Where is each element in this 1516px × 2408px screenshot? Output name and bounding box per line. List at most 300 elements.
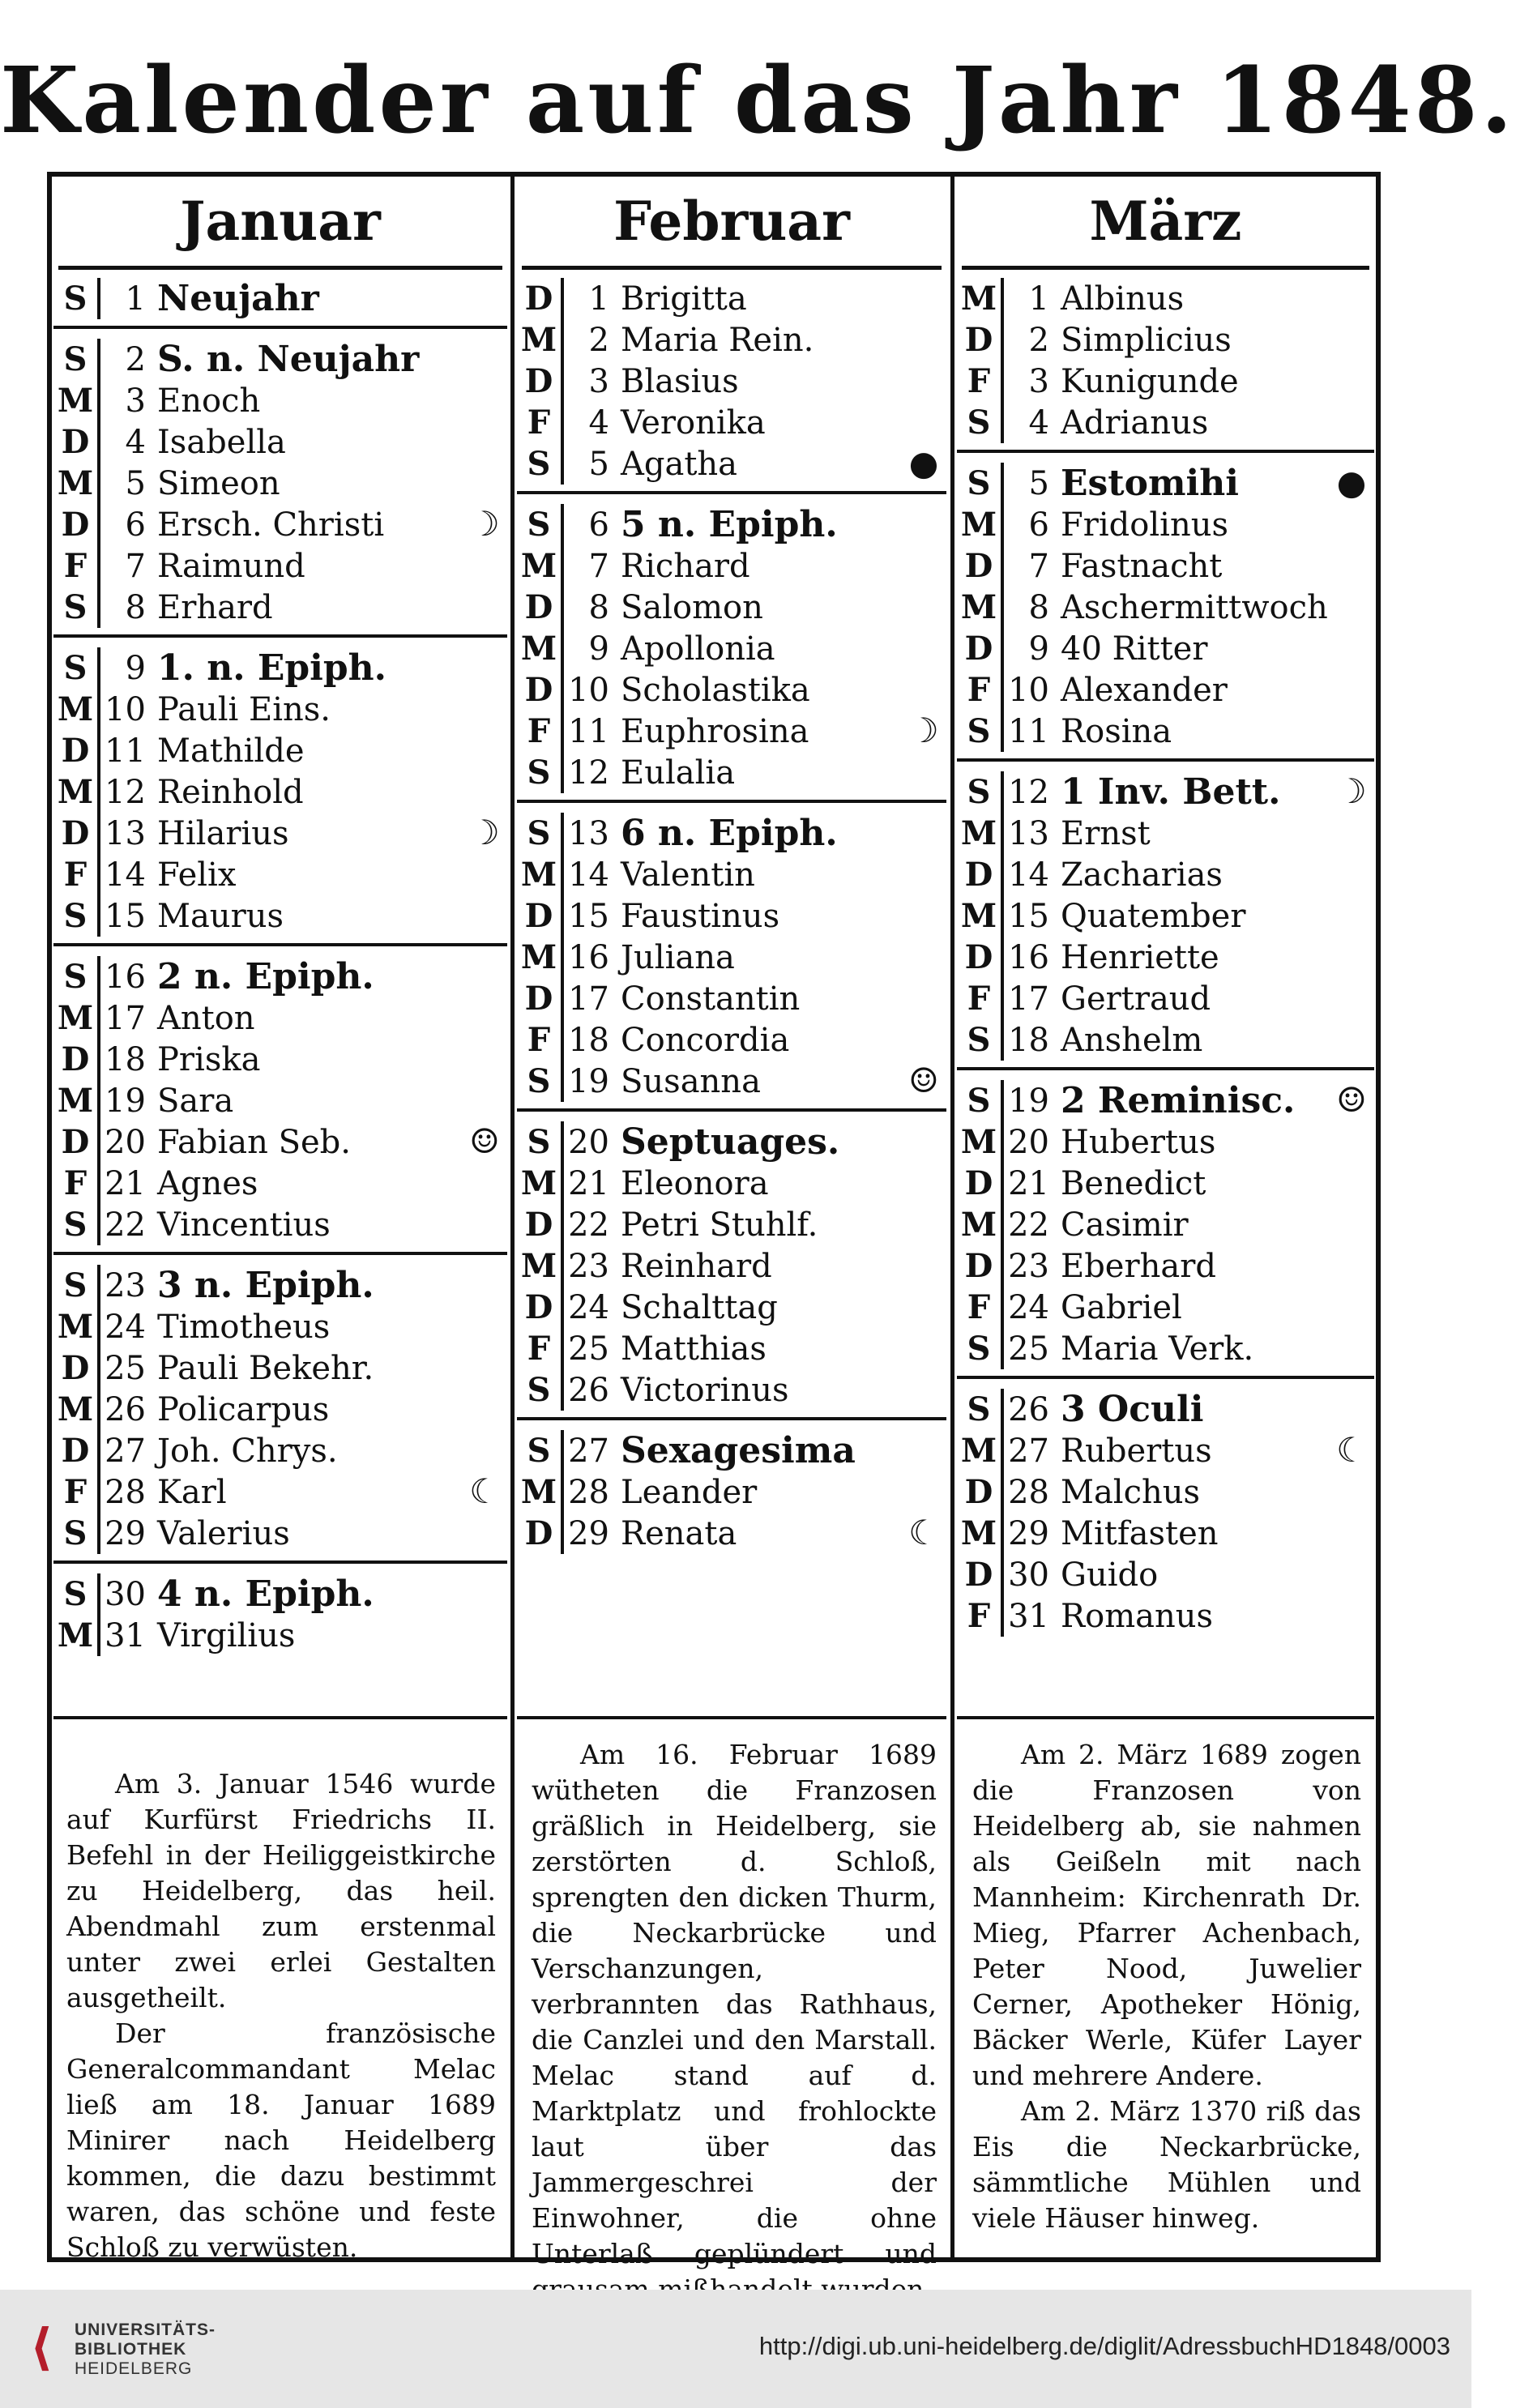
day-row [517,669,946,711]
day-number: 15 [105,897,146,935]
day-number: 19 [105,1082,146,1120]
weekday-letter: F [517,402,564,443]
day-number: 2 [125,340,146,378]
saint-name: 2 n. Epiph. [157,956,374,997]
saint-name: Fridolinus [1061,506,1228,544]
saint-name: Ersch. Christi [157,506,385,544]
saint-name: 40 Ritter [1061,630,1208,668]
weekday-letter: M [517,854,564,895]
day-row [957,361,1374,402]
weekday-letter: M [53,1615,100,1656]
day-row [517,278,946,319]
weekday-letter: D [517,669,564,711]
saint-name: Benedict [1061,1164,1206,1202]
day-number: 27 [568,1432,609,1470]
day-row [517,1430,946,1471]
day-row [53,1615,507,1656]
saint-name: Euphrosina [621,712,809,750]
day-number: 21 [1008,1164,1049,1202]
weekday-letter: S [517,752,564,793]
weekday-letter: D [53,730,100,771]
weekday-letter: D [53,1347,100,1389]
day-number: 2 [588,321,609,359]
day-row [53,1265,507,1306]
day-number: 21 [105,1164,146,1202]
saint-name: Raimund [157,547,305,585]
day-row [517,813,946,854]
moon-phase-icon: ☺ [908,1061,939,1100]
day-number: 8 [125,588,146,626]
saint-name: Vincentius [157,1206,331,1244]
weekday-letter: F [957,1287,1004,1328]
day-number: 5 [125,464,146,502]
weekday-letter: M [53,997,100,1039]
saint-name: Eberhard [1061,1247,1216,1285]
week-block [957,463,1374,762]
day-number: 31 [1008,1597,1049,1635]
day-number: 14 [568,856,609,894]
saint-name: Felix [157,856,237,894]
moon-phase-icon: ☽ [908,711,939,750]
day-row [517,1245,946,1287]
weekday-letter: D [53,1121,100,1163]
day-number: 12 [568,754,609,792]
day-number: 6 [1028,506,1049,544]
notes-divider [517,1716,946,1719]
moon-phase-icon: ☺ [1336,1080,1367,1120]
saint-name: S. n. Neujahr [157,339,420,380]
day-row [53,587,507,628]
day-row [53,421,507,463]
day-number: 28 [1008,1473,1049,1511]
day-row [53,380,507,421]
saint-name: Alexander [1061,671,1228,709]
saint-name: Joh. Chrys. [157,1432,338,1470]
saint-name: Eleonora [621,1164,769,1202]
weekday-letter: S [517,1430,564,1471]
month-name: Februar [613,190,850,253]
day-row [53,1471,507,1513]
day-row [957,711,1374,752]
weekday-letter: D [957,1471,1004,1513]
day-number: 9 [125,649,146,687]
day-number: 12 [105,773,146,811]
weekday-letter: D [517,895,564,937]
day-number: 13 [568,814,609,852]
day-row [957,1019,1374,1061]
weekday-letter: M [957,1513,1004,1554]
day-row [53,689,507,730]
saint-name: Kunigunde [1061,362,1239,400]
day-row [957,1389,1374,1430]
weekday-letter: S [957,402,1004,443]
weekday-letter: S [957,1328,1004,1369]
day-row [517,443,946,485]
saint-name: Albinus [1061,280,1185,318]
weekday-letter: M [517,1471,564,1513]
library-footer [0,2290,1471,2408]
saint-name: Simeon [157,464,280,502]
day-number: 10 [105,690,146,728]
day-number: 4 [1028,403,1049,442]
weekday-letter: D [53,421,100,463]
day-number: 7 [125,547,146,585]
day-row [957,1471,1374,1513]
weekday-letter: D [517,278,564,319]
note-paragraph: Am 2. März 1689 zogen die Franzosen von Heidelberg ab, sie nahmen als Geißeln mit nach Mannheim: Kirchenrath Dr. Mieg, Pfarrer Achenbach, Peter Nood, Juwelier Cerner, Apotheker Hönig, Bäcker Werle, Küfer Layer und mehrere Andere. [972,1739,1361,2091]
weekday-letter: S [53,1513,100,1554]
weekday-letter: S [957,463,1004,504]
saint-name: Reinhard [621,1247,772,1285]
day-number: 3 [588,362,609,400]
day-number: 24 [568,1288,609,1326]
weekday-letter: M [53,1306,100,1347]
weekday-letter: M [517,545,564,587]
week-block [957,1080,1374,1379]
day-row [957,628,1374,669]
weekday-letter: S [517,1121,564,1163]
saint-name: Romanus [1061,1597,1214,1635]
day-number: 2 [1028,321,1049,359]
saint-name: Mitfasten [1061,1514,1219,1552]
saint-name: Reinhold [157,773,304,811]
day-number: 1 [588,280,609,318]
weekday-letter: F [517,1019,564,1061]
day-number: 22 [105,1206,146,1244]
page-title: Kalender auf das Jahr 1848. [0,48,1516,154]
saint-name: Renata [621,1514,737,1552]
day-number: 30 [105,1575,146,1613]
saint-name: Ernst [1061,814,1151,852]
saint-name: Pauli Bekehr. [157,1349,374,1387]
historical-note-februar [532,1737,937,2269]
day-number: 13 [105,814,146,852]
weekday-letter: F [53,1163,100,1204]
week-block [53,647,507,946]
saint-name: Concordia [621,1021,790,1059]
saint-name: Aschermittwoch [1061,588,1328,626]
weekday-letter: S [517,443,564,485]
week-block [957,278,1374,453]
day-number: 1 [125,280,146,318]
week-block [517,813,946,1112]
day-row [53,730,507,771]
day-row [957,504,1374,545]
day-row [517,854,946,895]
day-number: 17 [568,980,609,1018]
saint-name: Rubertus [1061,1432,1212,1470]
saint-name: Gabriel [1061,1288,1182,1326]
day-row [957,1554,1374,1595]
weekday-letter: D [957,937,1004,978]
day-row [53,339,507,380]
day-row [957,1595,1374,1637]
saint-name: Zacharias [1061,856,1223,894]
weekday-letter: D [957,319,1004,361]
day-number: 16 [1008,938,1049,976]
day-number: 20 [568,1123,609,1161]
logo-line: UNIVERSITÄTS- [75,2320,216,2339]
note-paragraph: Der französische Generalcommandant Melac ließ am 18. Januar 1689 Minirer nach Heidelberg kommen, die dazu bestimmt waren, das schöne und feste Schloß zu verwüsten. [66,2017,496,2263]
weekday-letter: M [957,278,1004,319]
month-rule [522,266,942,270]
day-row [957,545,1374,587]
saint-name: Policarpus [157,1390,330,1428]
day-number: 27 [105,1432,146,1470]
weekday-letter: D [517,1513,564,1554]
saint-name: Blasius [621,362,739,400]
day-row [517,319,946,361]
day-row [957,771,1374,813]
day-row [957,937,1374,978]
day-row [957,587,1374,628]
month-column-februar [517,177,946,1570]
day-row [53,1347,507,1389]
library-logo-text [75,2320,216,2379]
week-block [517,1430,946,1561]
logo-line: BIBLIOTHEK [75,2340,187,2359]
saint-name: Timotheus [157,1308,331,1346]
saint-name: Rosina [1061,712,1172,750]
day-number: 24 [105,1308,146,1346]
weekday-letter: M [517,937,564,978]
weekday-letter: F [53,854,100,895]
saint-name: Henriette [1061,938,1219,976]
day-row [53,771,507,813]
saint-name: Neujahr [157,278,319,319]
day-number: 5 [1028,464,1049,502]
saint-name: Malchus [1061,1473,1201,1511]
day-number: 8 [588,588,609,626]
day-row [957,854,1374,895]
saint-name: Petri Stuhlf. [621,1206,818,1244]
notes-divider [957,1716,1374,1719]
day-row [517,752,946,793]
day-number: 22 [568,1206,609,1244]
saint-name: Septuages. [621,1121,840,1163]
weekday-letter: D [517,1287,564,1328]
day-row [957,319,1374,361]
day-row [957,463,1374,504]
day-row [53,278,507,319]
weekday-letter: F [53,545,100,587]
weekday-letter: D [517,978,564,1019]
week-block [517,504,946,803]
weekday-letter: D [53,813,100,854]
day-number: 9 [1028,630,1049,668]
saint-name: Brigitta [621,280,747,318]
saint-name: Guido [1061,1556,1159,1594]
saint-name: Salomon [621,588,763,626]
weekday-letter: S [53,1265,100,1306]
moon-phase-icon: ☽ [469,813,500,852]
moon-phase-icon: ● [908,443,939,483]
weekday-letter: S [53,339,100,380]
day-number: 26 [568,1371,609,1409]
weekday-letter: M [517,1163,564,1204]
month-name: März [1089,190,1242,253]
day-number: 29 [568,1514,609,1552]
day-number: 28 [568,1473,609,1511]
day-row [517,978,946,1019]
saint-name: 1 Inv. Bett. [1061,771,1281,813]
week-block [53,1573,507,1663]
day-row [957,1430,1374,1471]
saint-name: Estomihi [1061,463,1239,504]
day-row [517,1369,946,1411]
moon-phase-icon: ● [1336,463,1367,502]
weekday-letter: S [957,771,1004,813]
weekday-letter: D [957,628,1004,669]
saint-name: Fastnacht [1061,547,1223,585]
note-paragraph: Am 16. Februar 1689 wütheten die Franzosen gräßlich in Heidelberg, sie zerstörten d. Schloß, sprengten den dicken Thurm, die Neckarbrücke und Verschanzungen, verbrannten das Rathhaus, die Canzlei und den Marstall. Melac stand auf d. Marktplatz und frohlockte laut über das Jammergeschrei der Einwohner, die ohne Unterlaß geplündert und [532,1739,937,2269]
saint-name: Isabella [157,423,286,461]
saint-name: Sexagesima [621,1430,856,1471]
moon-phase-icon: ☽ [1336,771,1367,811]
month-column-maerz [957,177,1374,1653]
day-row [957,1245,1374,1287]
day-row [53,1163,507,1204]
saint-name: 4 n. Epiph. [157,1573,374,1615]
day-row [53,1204,507,1245]
day-row [53,1573,507,1615]
saint-name: Hubertus [1061,1123,1216,1161]
saint-name: Agnes [157,1164,258,1202]
weekday-letter: D [517,1204,564,1245]
day-row [517,937,946,978]
day-row [957,669,1374,711]
saint-name: Faustinus [621,897,780,935]
moon-phase-icon: ☾ [1336,1430,1367,1470]
weekday-letter: M [957,587,1004,628]
day-row [957,1080,1374,1121]
saint-name: 3 n. Epiph. [157,1265,374,1306]
day-number: 11 [1008,712,1049,750]
day-number: 9 [588,630,609,668]
weekday-letter: M [53,463,100,504]
day-row [517,1471,946,1513]
moon-phase-icon: ☾ [908,1513,939,1552]
day-row [517,1204,946,1245]
weekday-letter: M [53,1389,100,1430]
moon-phase-icon: ☽ [469,504,500,544]
day-row [53,463,507,504]
day-row [517,504,946,545]
weekday-letter: M [957,895,1004,937]
weekday-letter: S [517,813,564,854]
weekday-letter: S [53,647,100,689]
logo-line: HEIDELBERG [75,2359,193,2378]
day-number: 5 [588,445,609,483]
saint-name: Agatha [621,445,738,483]
day-row [957,1204,1374,1245]
saint-name: Anshelm [1061,1021,1203,1059]
saint-name: Pauli Eins. [157,690,331,728]
saint-name: Gertraud [1061,980,1211,1018]
saint-name: Schalttag [621,1288,778,1326]
week-block [53,956,507,1255]
day-number: 30 [1008,1556,1049,1594]
weekday-letter: D [53,1430,100,1471]
weekday-letter: F [517,711,564,752]
day-number: 26 [1008,1390,1049,1428]
day-row [957,402,1374,443]
saint-name: Mathilde [157,732,305,770]
saint-name: 3 Oculi [1061,1389,1204,1430]
day-number: 1 [1028,280,1049,318]
day-row [517,1163,946,1204]
day-number: 23 [105,1266,146,1304]
day-row [957,278,1374,319]
saint-name: Hilarius [157,814,289,852]
day-row [517,1513,946,1554]
weekday-letter: M [53,380,100,421]
saint-name: 2 Reminisc. [1061,1080,1296,1121]
weekday-letter: F [957,978,1004,1019]
day-number: 23 [1008,1247,1049,1285]
weekday-letter: M [957,1204,1004,1245]
day-number: 13 [1008,814,1049,852]
saint-name: Matthias [621,1330,767,1368]
weekday-letter: M [517,319,564,361]
weekday-letter: S [957,1019,1004,1061]
day-row [53,1121,507,1163]
day-number: 17 [105,999,146,1037]
day-number: 20 [105,1123,146,1161]
day-row [517,545,946,587]
weekday-letter: D [53,504,100,545]
weekday-letter: D [957,1245,1004,1287]
day-number: 18 [105,1040,146,1078]
weekday-letter: S [957,1389,1004,1430]
day-number: 15 [568,897,609,935]
saint-name: Maria Verk. [1061,1330,1254,1368]
weekday-letter: S [517,1369,564,1411]
weekday-letter: M [53,771,100,813]
saint-name: Quatember [1061,897,1246,935]
saint-name: Karl [157,1473,227,1511]
day-row [53,504,507,545]
week-block [517,278,946,494]
weekday-letter: S [53,1573,100,1615]
day-row [517,402,946,443]
source-url-link[interactable]: http://digi.ub.uni-heidelberg.de/diglit/AdressbuchHD1848/0003 [758,2332,1450,2360]
day-row [53,1306,507,1347]
weekday-letter: M [957,504,1004,545]
day-number: 6 [125,506,146,544]
day-row [53,813,507,854]
day-number: 25 [568,1330,609,1368]
moon-phase-icon: ☺ [469,1121,500,1161]
day-number: 23 [568,1247,609,1285]
day-row [53,545,507,587]
day-row [517,895,946,937]
day-number: 6 [588,506,609,544]
saint-name: Maurus [157,897,284,935]
library-logo-icon: ⟨ [29,2317,53,2376]
weekday-letter: M [53,1080,100,1121]
weekday-letter: M [53,689,100,730]
saint-name: Eulalia [621,754,736,792]
saint-name: Enoch [157,382,261,420]
day-number: 18 [568,1021,609,1059]
week-block [957,771,1374,1070]
weekday-letter: D [517,587,564,628]
saint-name: Veronika [621,403,766,442]
weekday-letter: F [517,1328,564,1369]
weekday-letter: S [53,587,100,628]
day-row [517,628,946,669]
